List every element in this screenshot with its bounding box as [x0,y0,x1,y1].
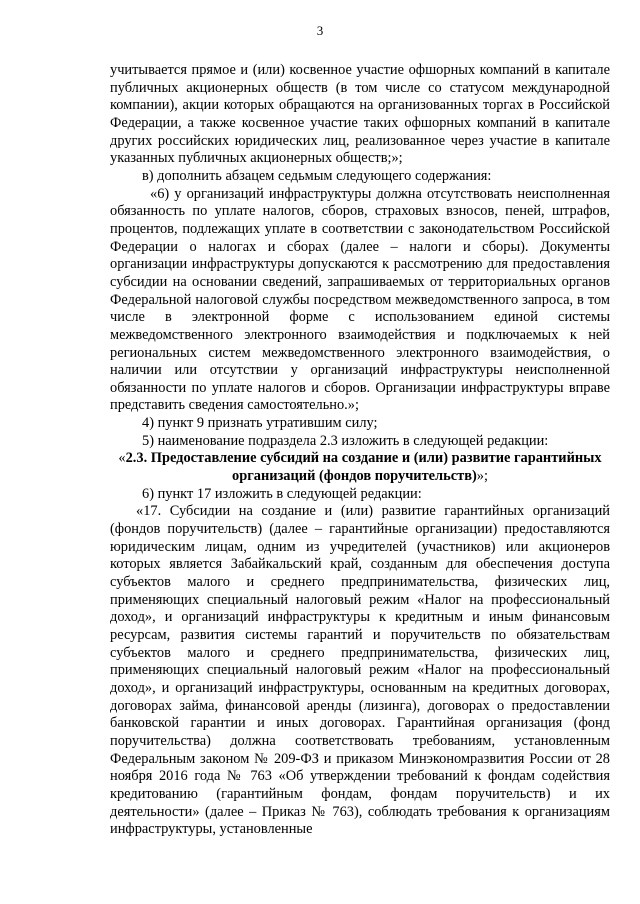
paragraph-item-6: 6) пункт 17 изложить в следующей редакции: [142,485,422,502]
paragraph-item-6-quote: «6) у организаций инфраструктуры должна отсутствовать неисполненная обязанность по уплате налогов, сборов, страховых взносов, пеней, штрафов, процентов, подлежащих уплате в соответствии с законодательством Российской Федерации о налогах и сборах (далее – налоги и сборы). Документы организации инфраструктуры допускаются к рассмотрению для предоставления субсидии на основании сведений, запрашиваемых от территориальных органов Федеральной налоговой службы посредством межведомственного запроса, в том числе в электронной форме с использованием единой системы межведомственного электронного взаимодействия и подключаемых к ней региональных систем межведомственного электронного взаимодействия, о наличии или отсутствии у организаций инфраструктуры неисполненной обязанности по уплате налогов и сборов. Организации инфраструктуры вправе представить сведения самостоятельно.»; [110,185,610,414]
heading-open-quote: « [118,450,126,467]
paragraph-item-5: 5) наименование подраздела 2.3 изложить в следующей редакции: [142,432,549,449]
paragraph-item-v: в) дополнить абзацем седьмым следующего содержания: [142,167,492,184]
paragraph-item-4: 4) пункт 9 признать утратившим силу; [142,415,378,432]
paragraph-intro: учитывается прямое и (или) косвенное участие офшорных компаний в капитале публичных акционерных обществ (в том числе со статусом международной компании), акции которых обращаются на организованных торгах в Российской Федерации, а также косвенное участие таких офшорных компаний в капитале других российских юридических лиц, реализованное через участие в капитале указанных публичных акционерных обществ;»; [110,62,610,167]
heading-title: 2.3. Предоставление субсидий на создание и (или) развитие гарантийных организаций (фондов поручительств) [125,450,602,485]
section-heading-2-3 [110,450,610,485]
page-number: 3 [316,23,324,38]
document-body [110,62,610,839]
paragraph-point-17: «17. Субсидии на создание и (или) развитие гарантийных организаций (фондов поручительств) (далее – гарантийные организации) предоставляются юридическим лицам, одним из учредителей (участников) или акционеров которых является Забайкальский край, созданным для обеспечения доступа субъектов малого и среднего предпринимательства, физических лиц, применяющих специальный налоговый режим «Налог на профессиональный доход», и организаций инфраструктуры к кредитным и иным финансовым ресурсам, развития системы гарантий и поручительств по обязательствам субъектов малого и среднего предпринимательства, физических лиц, применяющих специальный налоговый режим «Налог на профессиональный доход», и организаций инфраструктуры, основанным на кредитных договорах, договорах займа, финансовой аренды (лизинга), договорах о предоставлении банковской гарантии и иных договорах. Гарантийная организация (фонд поручительства) должна соответствовать требованиям, установленным Федеральным законом № 209-ФЗ и приказом Минэкономразвития России от 28 ноября 2016 года № 763 «Об утверждении требований к фондам содействия кредитованию (гарантийным фондам, фондам поручительств) и их деятельности» (далее – Приказ № 763), соблюдать требования к организациям инфраструктуры, установленные [110,503,610,838]
heading-close-quote: »; [476,468,488,485]
